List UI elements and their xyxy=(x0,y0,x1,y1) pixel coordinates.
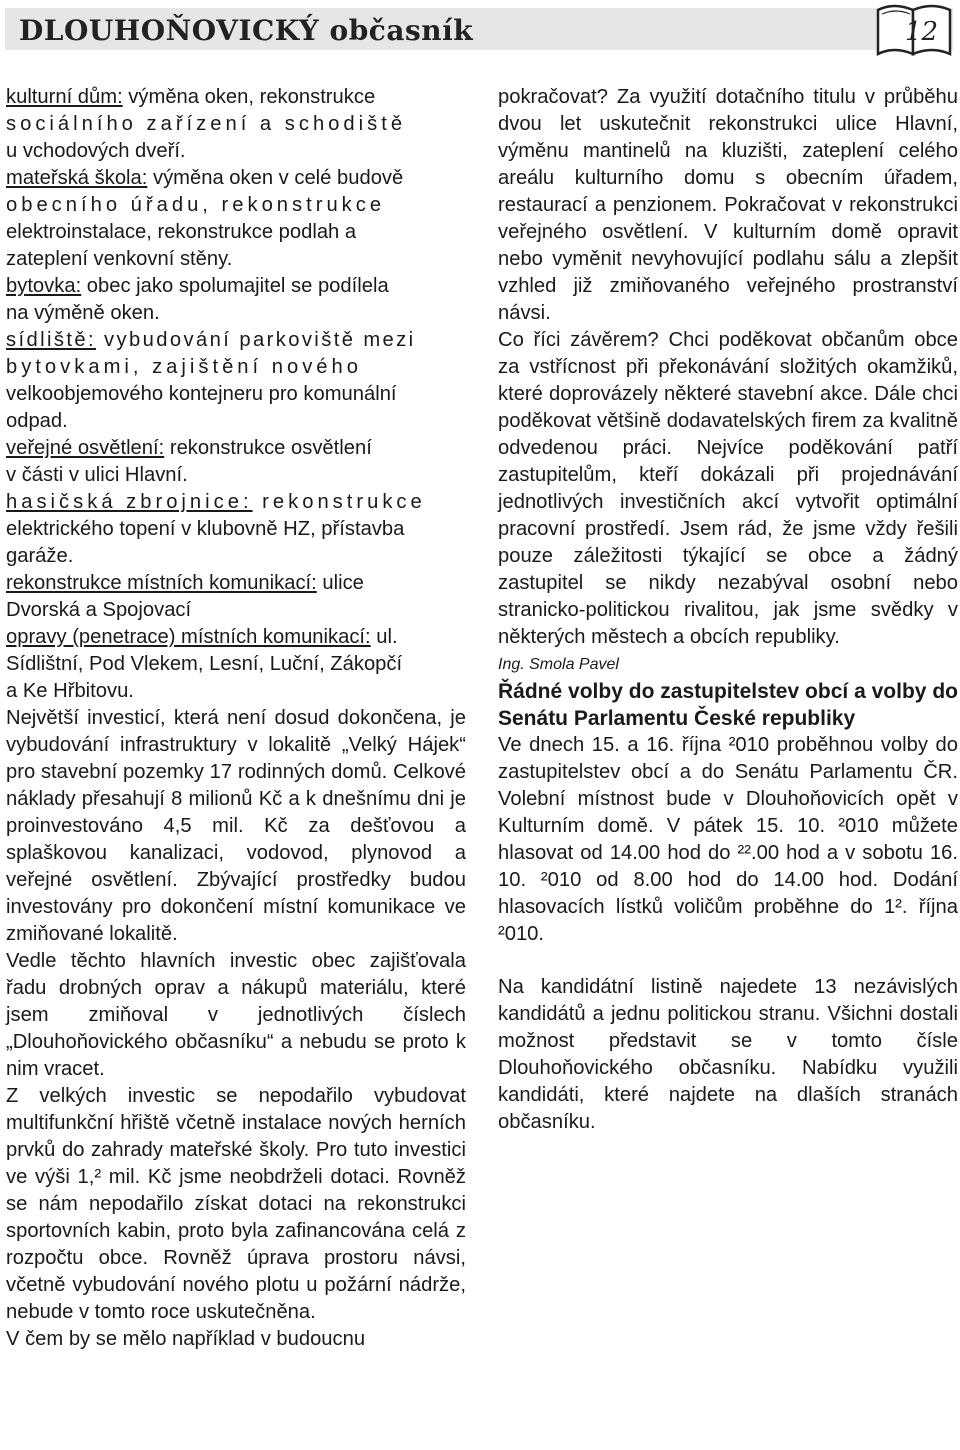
item-text: garáže. xyxy=(6,545,74,567)
item-text: ulice xyxy=(316,572,364,594)
item-kulturni-dum xyxy=(6,84,466,165)
item-text: ul. xyxy=(370,626,398,648)
item-hasicska-zbrojnice xyxy=(6,489,466,570)
paragraph: Vedle těchto hlavních investic obec zajišťovala řadu drobných oprav a nákupů materiálu, které jsem zmiňoval v jednotlivých číslech „Dlouhoňovického občasníku“ a nebudu se proto k nim vracet. xyxy=(6,950,466,1080)
item-text: v části v ulici Hlavní. xyxy=(6,464,188,486)
item-label: veřejné osvětlení: xyxy=(6,437,165,459)
item-label: hasičská zbrojnice: xyxy=(6,491,253,513)
item-text: Dvorská a Spojovací xyxy=(6,599,192,621)
item-text: a Ke Hřbitovu. xyxy=(6,680,134,702)
item-rekonstrukce-komunikaci xyxy=(6,570,466,624)
item-text: obec jako spolumajitel se podílela xyxy=(81,275,389,297)
item-label: bytovka: xyxy=(6,275,82,297)
item-text: výměna oken, rekonstrukce xyxy=(122,86,376,108)
spacer xyxy=(498,948,958,974)
signature: Ing. Smola Pavel xyxy=(498,656,619,673)
item-text: bytovkami, zajištění nového xyxy=(6,356,362,378)
item-label: mateřská škola: xyxy=(6,167,148,189)
item-text: odpad. xyxy=(6,410,68,432)
paragraph: pokračovat? Za využití dotačního titulu v průběhu dvou let uskutečnit rekonstrukci ulice Hlavní, výměnu mantinelů na kluzišti, zateplení celého areálu kulturního domu s obecním úřadem, restaurací a penzionem. Pokračovat v rekonstrukci veřejného osvětlení. V kulturním domě opravit nebo vyměnit nevyhovující podlahu sálu a zlepšit vzhled již zmiňovaného veřejného prostranství návsi. xyxy=(498,86,958,324)
paragraph: Ve dnech 15. a 16. října ²010 proběhnou volby do zastupitelstev obcí a do Senátu Parlamentu ČR. Volební místnost bude v Dlouhoňovicích opět v Kulturním domě. V pátek 15. 10. ²010 můžete hlasovat od 14.00 hod do ²².00 hod a v sobotu 16. 10. ²010 od 8.00 hod do 14.00 hod. Dodání hlasovacích lístků voličům proběhne do 1². října ²010. xyxy=(498,734,958,945)
item-label: opravy (penetrace) místních komunikací: xyxy=(6,626,371,648)
item-text: zateplení venkovní stěny. xyxy=(6,248,233,270)
article-heading: Řádné volby do zastupitelstev obcí a volby do Senátu Parlamentu České republiky xyxy=(498,680,958,730)
item-text: sociálního zařízení a schodiště xyxy=(6,113,407,135)
item-text: elektrického topení v klubovně HZ, přístavba xyxy=(6,518,405,540)
header-bar xyxy=(5,8,953,50)
item-bytovka xyxy=(6,273,466,327)
item-materska-skola xyxy=(6,165,466,273)
paragraph: V čem by se mělo například v budoucnu xyxy=(6,1328,366,1350)
item-text: výměna oken v celé budově xyxy=(147,167,404,189)
item-text: rekonstrukce xyxy=(252,491,426,513)
item-opravy-komunikaci xyxy=(6,624,466,705)
item-verejne-osvetleni xyxy=(6,435,466,489)
paragraph: Na kandidátní listině najedete 13 nezávislých kandidátů a jednu politickou stranu. Všichni dostali možnost představit se v tomto čísle Dlouhoňovického občasníku. Nabídku využili kandidáti, které najdete na dlaších stranách občasníku. xyxy=(498,976,958,1133)
item-text: velkoobjemového kontejneru pro komunální xyxy=(6,383,397,405)
item-sidliste xyxy=(6,327,466,435)
item-text: u vchodových dveří. xyxy=(6,140,186,162)
item-text: na výměně oken. xyxy=(6,302,160,324)
paragraph: Největší investicí, která není dosud dokončena, je vybudování infrastruktury v lokalitě „Velký Hájek“ pro stavební pozemky 17 rodinných domů. Celkové náklady přesahují 8 milionů Kč a k dnešnímu dni je proinvestováno 4,5 mil. Kč za dešťovou a splaškovou kanalizaci, vodovod, plynovod a veřejné osvětlení. Zbývající prostředky budou investovány pro dokončení místní komunikace ve zmiňované lokalitě. xyxy=(6,707,466,945)
left-column xyxy=(6,84,466,1353)
item-label: kulturní dům: xyxy=(6,86,123,108)
paragraph: Z velkých investic se nepodařilo vybudovat multifunkční hřiště včetně instalace nových herních prvků do zahrady mateřské školy. Pro tuto investici ve výši 1,² mil. Kč jsme neobdrželi dotaci. Rovněž se nám nepodařilo získat dotaci na rekonstrukci sportovních kabin, proto byla zafinancována celá z rozpočtu obce. Rovněž úprava prostoru návsi, včetně vybudování nového plotu u požární nádrže, nebude v tomto roce uskutečněna. xyxy=(6,1085,466,1323)
item-text: elektroinstalace, rekonstrukce podlah a xyxy=(6,221,357,243)
paragraph: Co říci závěrem? Chci poděkovat občanům obce za vstřícnost při překonávání složitých okamžiků, které doprovázely některé stavební akce. Dále chci poděkovat většině dodavatelských firem za kvalitně odvedenou práci. Nejvíce poděkování patří zastupitelům, kteří dokázali při projednávání jednotlivých investičních akcí vytvořit optimální pracovní prostředí. Jsem rád, že jsme vždy řešili pouze záležitosti týkající se obce a žádný zastupitel se nikdy nezabýval osobní nebo stranicko-politickou rivalitou, jak jsme svědky v některých městech a obcích republiky. xyxy=(498,329,958,648)
item-text: Sídlištní, Pod Vlekem, Lesní, Luční, Zákopčí xyxy=(6,653,403,675)
item-label: rekonstrukce místních komunikací: xyxy=(6,572,317,594)
right-column xyxy=(498,84,958,1136)
item-text: obecního úřadu, rekonstrukce xyxy=(6,194,386,216)
item-text: vybudování parkoviště mezi xyxy=(96,329,416,351)
item-label: sídliště: xyxy=(6,329,97,351)
item-text: rekonstrukce osvětlení xyxy=(164,437,372,459)
page-number: 12 xyxy=(905,17,939,47)
newsletter-title: DLOUHOŇOVICKÝ občasník xyxy=(19,14,474,47)
